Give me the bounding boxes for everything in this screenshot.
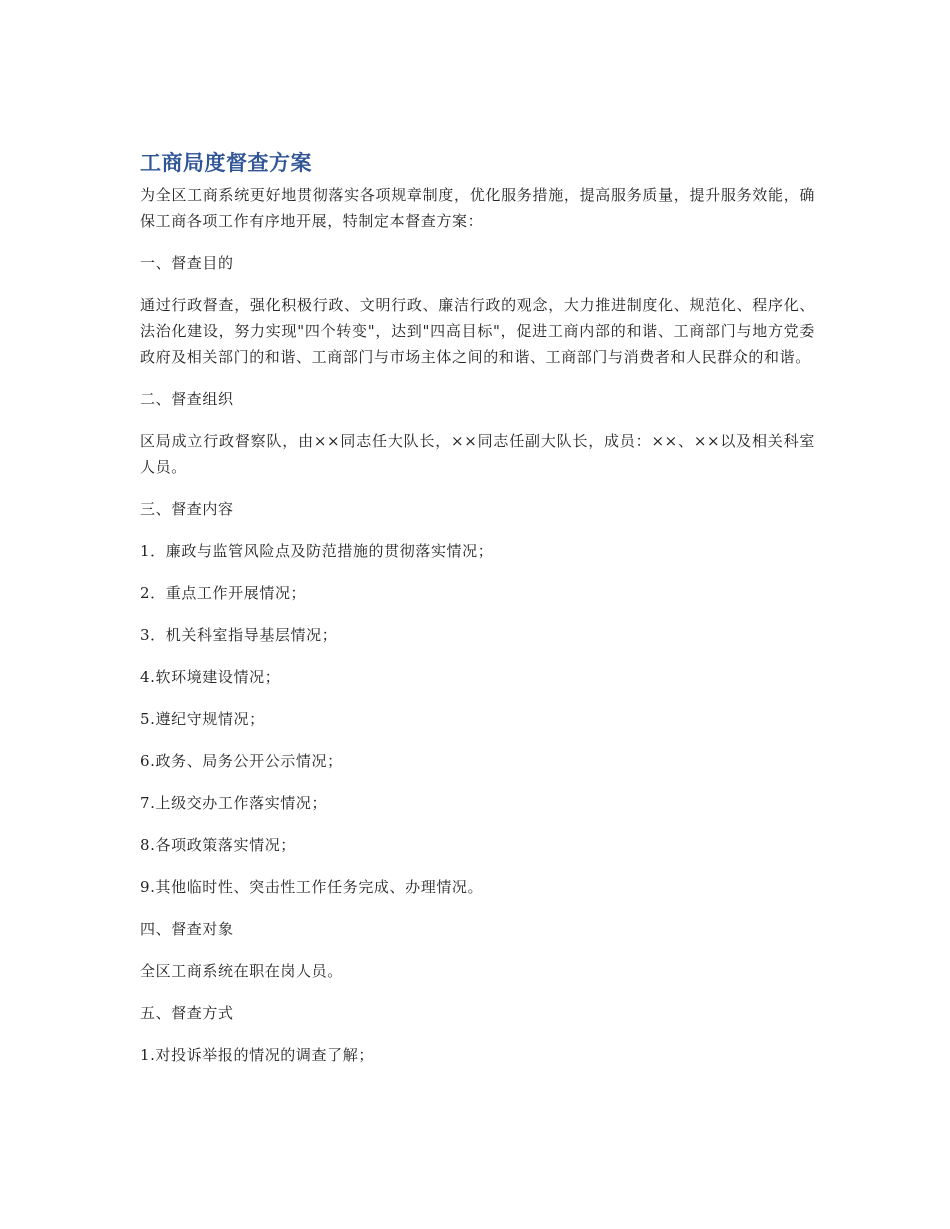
section-heading-content: 三、督查内容 (140, 500, 234, 518)
list-item: 8.各项政策落实情况； (140, 836, 296, 854)
section-heading-purpose: 一、督查目的 (140, 254, 234, 272)
section-heading-methods: 五、督查方式 (140, 1004, 234, 1022)
list-item: 1．廉政与监管风险点及防范措施的贯彻落实情况； (140, 542, 494, 560)
document-title: 工商局度督查方案 (140, 151, 312, 175)
list-item: 1.对投诉举报的情况的调查了解； (140, 1046, 374, 1064)
section-body-purpose: 通过行政督查，强化积极行政、文明行政、廉洁行政的观念，大力推进制度化、规范化、程序化、法治化建设，努力实现"四个转变"，达到"四高目标"，促进工商内部的和谐、工商部门与地方党委政府及相关部门的和谐、工商部门与市场主体之间的和谐、工商部门与消费者和人民群众的和谐。 (140, 296, 815, 366)
intro-paragraph: 为全区工商系统更好地贯彻落实各项规章制度，优化服务措施，提高服务质量，提升服务效能，确保工商各项工作有序地开展，特制定本督查方案： (140, 186, 815, 230)
list-item: 2．重点工作开展情况； (140, 584, 307, 602)
section-body-targets: 全区工商系统在职在岗人员。 (140, 962, 343, 980)
document-page (140, 146, 815, 1068)
section-heading-organization: 二、督查组织 (140, 390, 234, 408)
list-item: 3．机关科室指导基层情况； (140, 626, 338, 644)
list-item: 5.遵纪守规情况； (140, 710, 265, 728)
list-item: 7.上级交办工作落实情况； (140, 794, 328, 812)
list-item: 6.政务、局务公开公示情况； (140, 752, 343, 770)
list-item: 9.其他临时性、突击性工作任务完成、办理情况。 (140, 878, 484, 896)
list-item: 4.软环境建设情况； (140, 668, 281, 686)
section-heading-targets: 四、督查对象 (140, 920, 234, 938)
section-body-organization: 区局成立行政督察队，由××同志任大队长，××同志任副大队长，成员：××、××以及相关科室人员。 (140, 432, 815, 476)
